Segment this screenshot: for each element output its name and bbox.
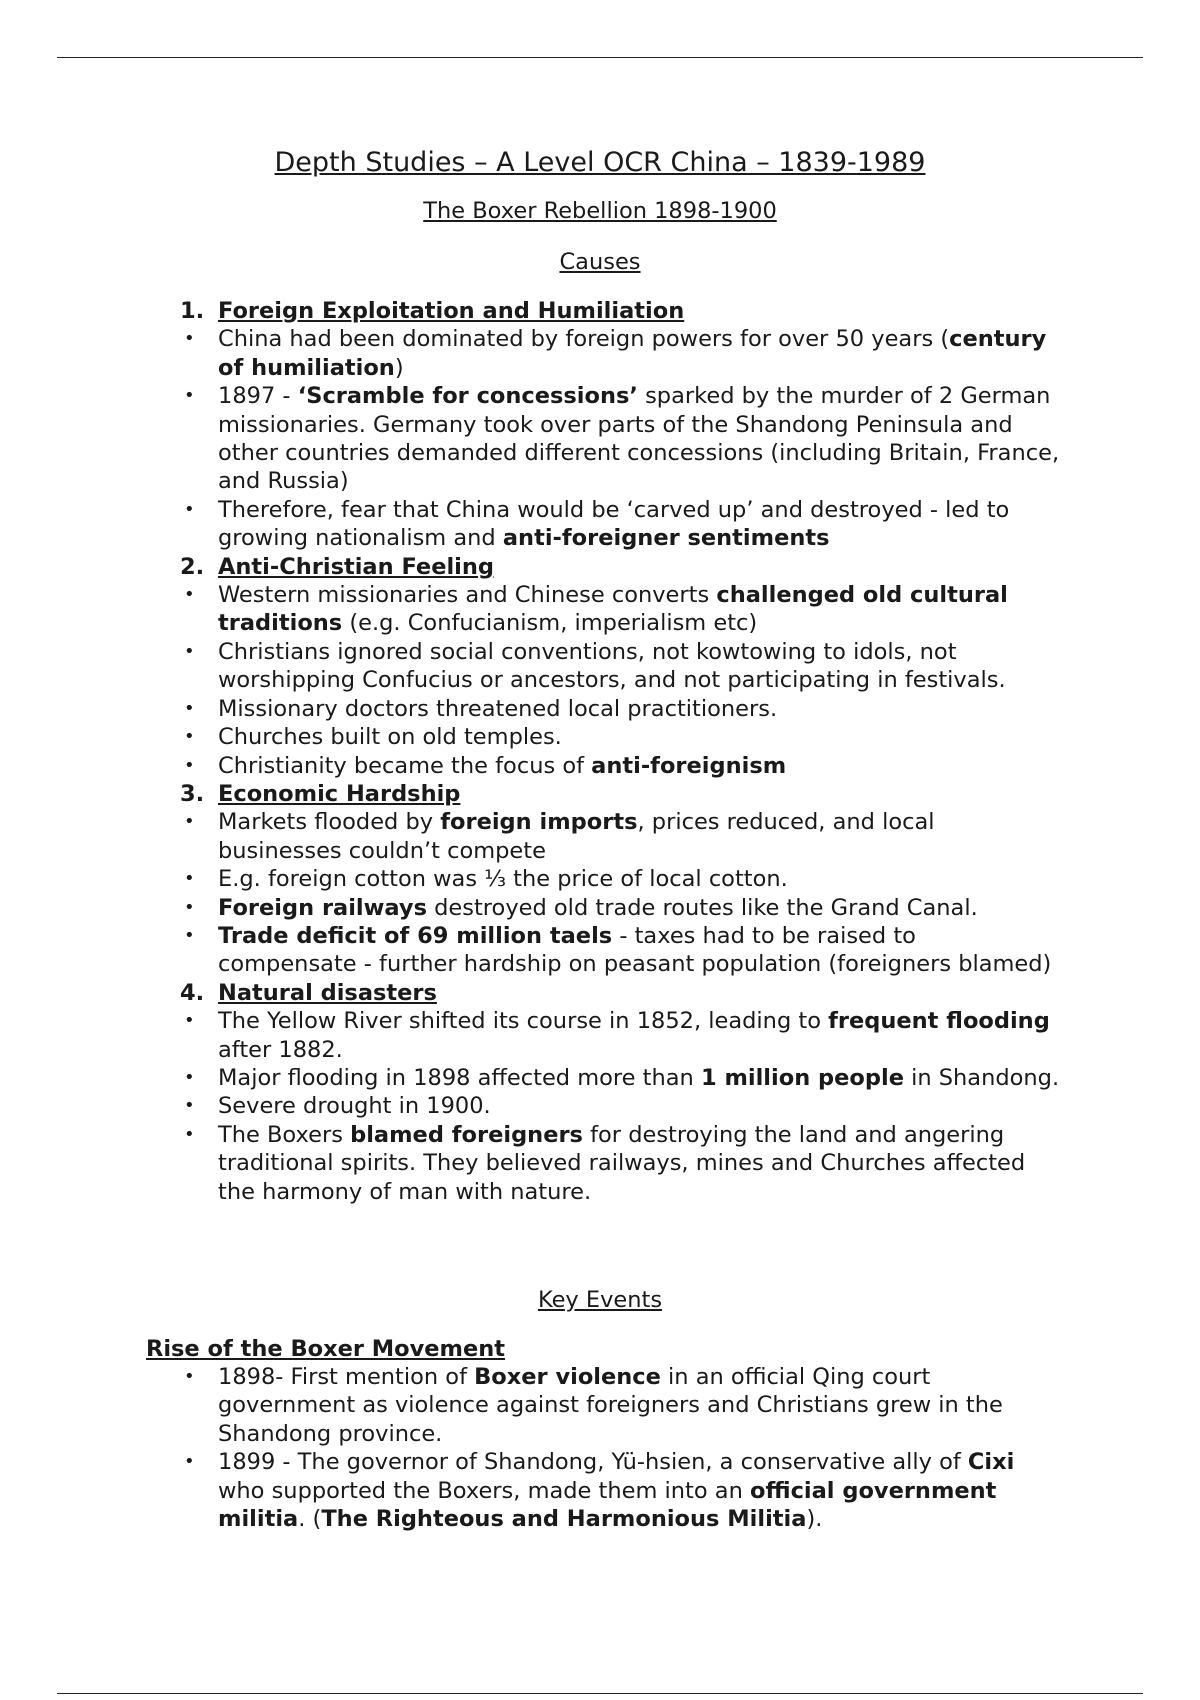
top-rule — [57, 57, 1143, 58]
bullet-item: • The Boxers blamed foreigners for destroying the land and angering traditional spirits. They believed railways, mines and Churches affected the harmony of man with nature. — [180, 1121, 1060, 1206]
bullet-item: • Churches built on old temples. — [180, 723, 1060, 751]
page-title: Depth Studies – A Level OCR China – 1839-1989 — [274, 147, 926, 178]
bullet-item: • Christians ignored social conventions, not kowtowing to idols, not worshipping Confucius or ancestors, and not participating in festivals. — [180, 638, 1060, 695]
bullet-item: • 1898- First mention of Boxer violence in an official Qing court government as violence against foreigners and Christians grew in the Shandong province. — [180, 1363, 1060, 1448]
cause-number: 4. — [180, 979, 205, 1006]
bullet-item: • Severe drought in 1900. — [180, 1092, 1060, 1120]
bullet-item: • Major flooding in 1898 affected more than 1 million people in Shandong. — [180, 1064, 1060, 1092]
bullet-item: • Trade deficit of 69 million taels - taxes had to be raised to compensate - further hardship on peasant population (foreigners blamed) — [180, 922, 1060, 979]
causes-heading: Causes — [559, 249, 641, 275]
rise-bullets — [180, 1363, 1060, 1533]
cause-bullets — [180, 325, 1060, 552]
page-subtitle: The Boxer Rebellion 1898-1900 — [423, 198, 777, 224]
cause-heading: Economic Hardship — [218, 780, 461, 807]
cause-heading: Anti-Christian Feeling — [218, 553, 494, 580]
cause-number: 1. — [180, 298, 205, 324]
bullet-item: • 1897 - ‘Scramble for concessions’ sparked by the murder of 2 German missionaries. Germany took over parts of the Shandong Peninsula and other countries demanded different concessions (including Britain, France, and Russia) — [180, 382, 1060, 496]
cause-bullets — [180, 1007, 1060, 1206]
cause-bullets — [180, 581, 1060, 780]
cause-heading: Natural disasters — [218, 979, 437, 1006]
bullet-item: • Therefore, fear that China would be ‘carved up’ and destroyed - led to growing nationalism and anti-foreigner sentiments — [180, 496, 1060, 553]
cause-number: 2. — [180, 553, 205, 580]
bullet-item: • Missionary doctors threatened local practitioners. — [180, 695, 1060, 723]
cause-number: 3. — [180, 780, 205, 807]
causes-list — [180, 297, 1060, 1206]
key-events-heading: Key Events — [537, 1287, 663, 1313]
bullet-item: • 1899 - The governor of Shandong, Yü-hsien, a conservative ally of Cixi who supported the Boxers, made them into an official government militia. (The Righteous and Harmonious Militia). — [180, 1448, 1060, 1533]
cause-section — [180, 553, 1060, 780]
cause-section — [180, 297, 1060, 553]
bullet-item: • China had been dominated by foreign powers for over 50 years (century of humiliation) — [180, 325, 1060, 382]
rise-heading: Rise of the Boxer Movement — [146, 1336, 506, 1362]
bullet-item: • Markets flooded by foreign imports, prices reduced, and local businesses couldn’t compete — [180, 808, 1060, 865]
bullet-item: • Christianity became the focus of anti-foreignism — [180, 752, 1060, 780]
cause-bullets — [180, 808, 1060, 978]
cause-section — [180, 979, 1060, 1206]
cause-heading: Foreign Exploitation and Humiliation — [218, 298, 685, 324]
cause-section — [180, 780, 1060, 979]
bullet-item: • E.g. foreign cotton was ⅓ the price of local cotton. — [180, 865, 1060, 893]
bottom-rule — [57, 1693, 1143, 1694]
rise-section — [180, 1363, 1060, 1533]
bullet-item: • Western missionaries and Chinese converts challenged old cultural traditions (e.g. Confucianism, imperialism etc) — [180, 581, 1060, 638]
bullet-item: • Foreign railways destroyed old trade routes like the Grand Canal. — [180, 894, 1060, 922]
bullet-item: • The Yellow River shifted its course in 1852, leading to frequent flooding after 1882. — [180, 1007, 1060, 1064]
